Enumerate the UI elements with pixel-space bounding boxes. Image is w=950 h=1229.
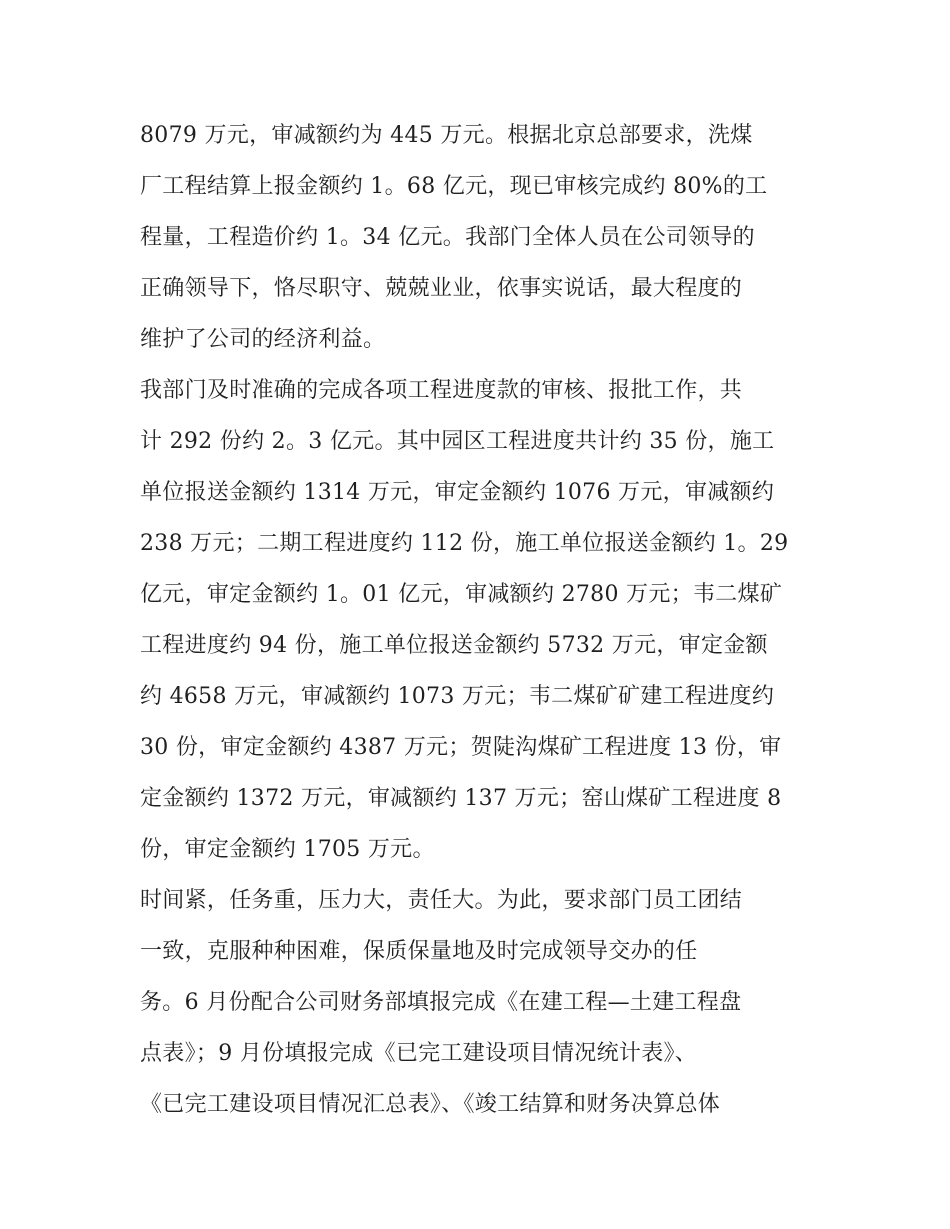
text-line: 份，审定金额约 1705 万元。 bbox=[140, 837, 435, 862]
text-line: 时间紧，任务重，压力大，责任大。为此，要求部门员工团结 bbox=[140, 888, 743, 913]
text-line: 亿元，审定金额约 1。01 亿元，审减额约 2780 万元；韦二煤矿 bbox=[140, 582, 783, 607]
text-line: 计 292 份约 2。3 亿元。其中园区工程进度共计约 35 份，施工 bbox=[140, 429, 775, 454]
text-line: 8079 万元，审减额约为 445 万元。根据北京总部要求，洗煤 bbox=[140, 123, 753, 148]
document-body bbox=[140, 110, 820, 1130]
text-line: 《已完工建设项目情况汇总表》、《竣工结算和财务决算总体 bbox=[140, 1092, 721, 1117]
text-line: 定金额约 1372 万元，审减额约 137 万元；窑山煤矿工程进度 8 bbox=[140, 786, 782, 811]
text-line: 点表》；9 月份填报完成《已完工建设项目情况统计表》、 bbox=[140, 1041, 698, 1066]
text-line: 维护了公司的经济利益。 bbox=[140, 327, 386, 352]
text-line: 务。6 月份配合公司财务部填报完成《在建工程—土建工程盘 bbox=[140, 990, 742, 1015]
text-line: 工程进度约 94 份，施工单位报送金额约 5732 万元，审定金额 bbox=[140, 633, 768, 658]
text-line: 一致，克服种种困难，保质保量地及时完成领导交办的任 bbox=[140, 939, 698, 964]
text-line: 程量，工程造价约 1。34 亿元。我部门全体人员在公司领导的 bbox=[140, 225, 755, 250]
text-line: 约 4658 万元，审减额约 1073 万元；韦二煤矿矿建工程进度约 bbox=[140, 684, 775, 709]
text-line: 正确领导下，恪尽职守、兢兢业业，依事实说话，最大程度的 bbox=[140, 276, 743, 301]
text-line: 238 万元；二期工程进度约 112 份，施工单位报送金额约 1。29 bbox=[140, 531, 789, 556]
text-line: 厂工程结算上报金额约 1。68 亿元，现已审核完成约 80%的工 bbox=[140, 174, 768, 199]
text-line: 30 份，审定金额约 4387 万元；贺陡沟煤矿工程进度 13 份，审 bbox=[140, 735, 782, 760]
text-line: 单位报送金额约 1314 万元，审定金额约 1076 万元，审减额约 bbox=[140, 480, 775, 505]
text-line: 我部门及时准确的完成各项工程进度款的审核、报批工作，共 bbox=[140, 378, 743, 403]
